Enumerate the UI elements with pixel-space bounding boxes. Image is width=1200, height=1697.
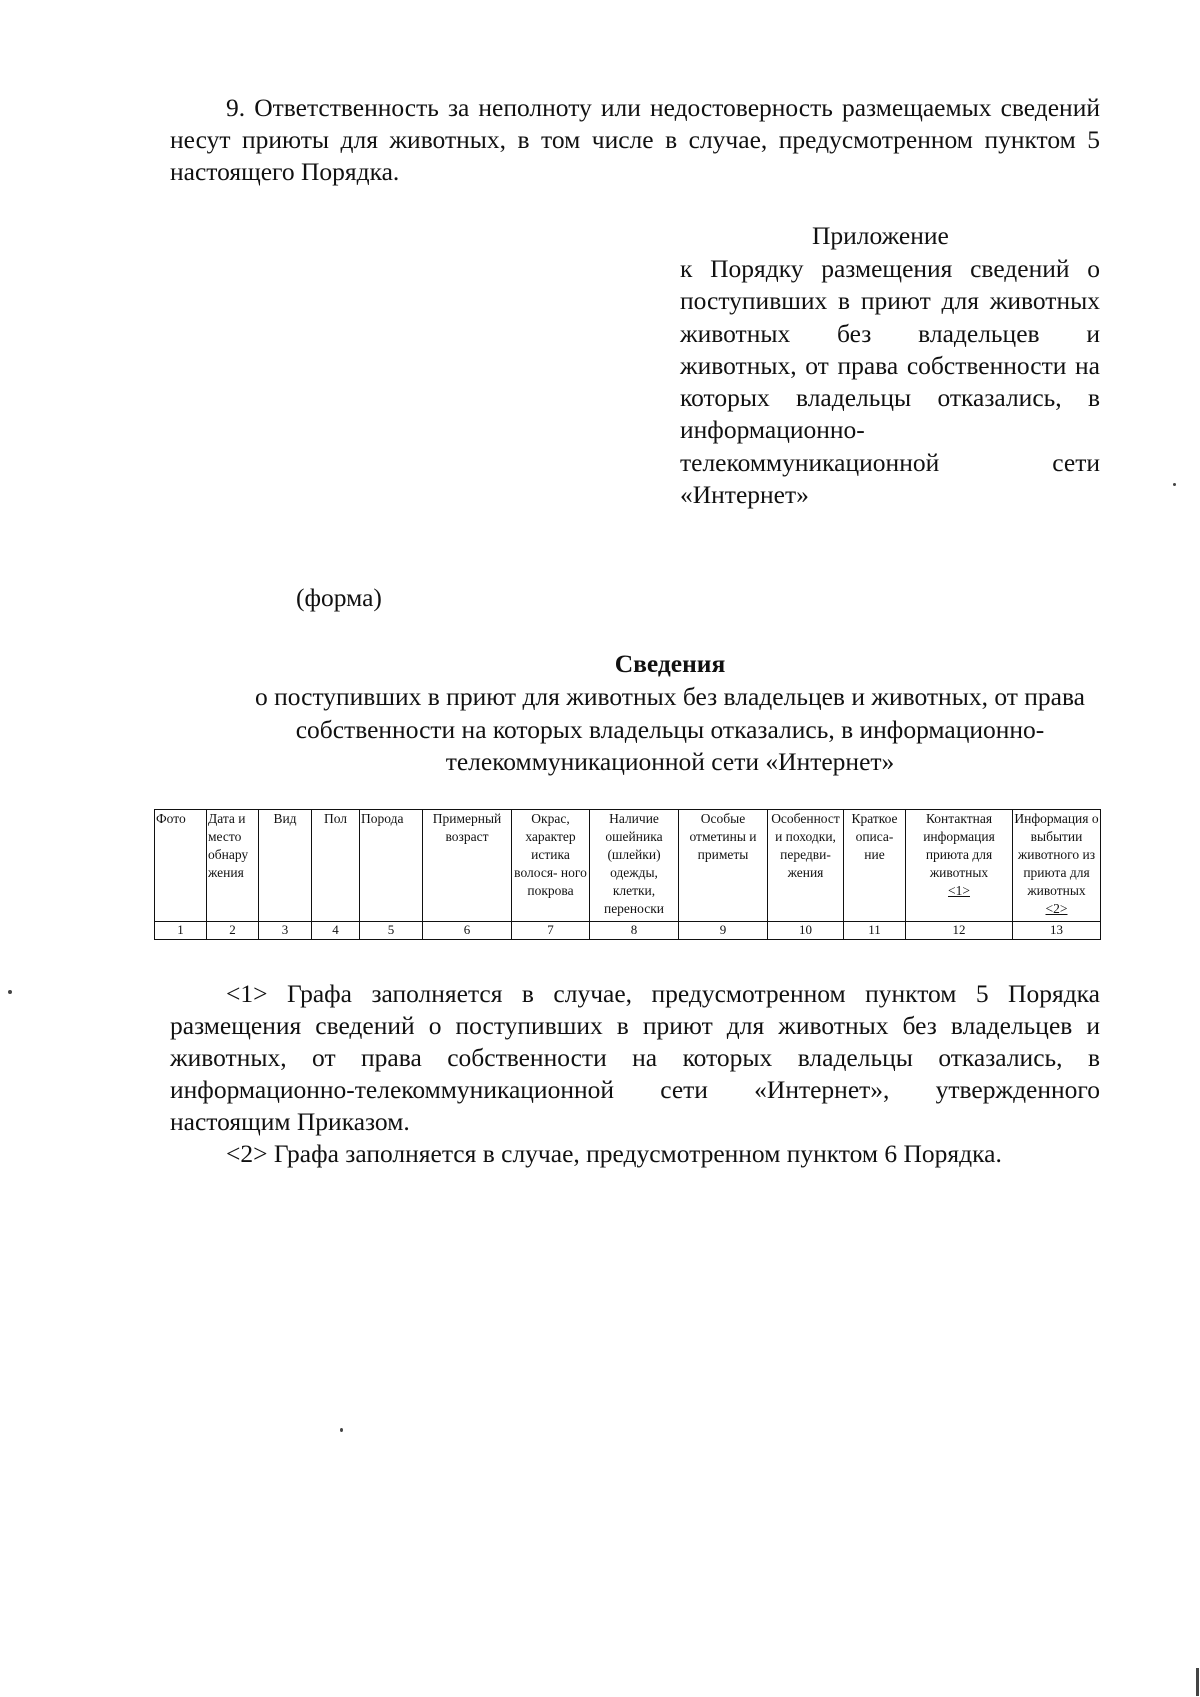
appendix-title: Приложение <box>812 221 949 250</box>
footnote-2-text: <2> Графа заполняется в случае, предусмотренном пунктом 6 Порядка. <box>226 1139 1002 1168</box>
footnote-1 <box>170 978 1100 1138</box>
column-number: 13 <box>1013 922 1101 940</box>
column-number: 1 <box>155 922 207 940</box>
column-header-photo: Фото <box>155 810 207 922</box>
column-header-breed: Порода <box>360 810 423 922</box>
scan-speck <box>1173 483 1176 486</box>
table-row <box>155 922 1101 940</box>
scan-speck <box>8 990 12 994</box>
column-number: 12 <box>906 922 1013 940</box>
column-header-contact: Контактная информация приюта для животных <1> <box>906 810 1013 922</box>
footnote-1-text: <1> Графа заполняется в случае, предусмотренном пунктом 5 Порядка размещения сведений о поступивших в приют для животных без владельцев и животных, от права собственности на которых владельцы отказались, в информационно-телекоммуникационной сети «Интернет», утвержденного настоящим Приказом. <box>170 979 1100 1136</box>
column-header-coat: Окрас, характер истика волося- ного покрова <box>512 810 590 922</box>
document-title: Сведения <box>614 649 726 678</box>
column-number: 6 <box>423 922 512 940</box>
column-number: 5 <box>360 922 423 940</box>
column-header-marks: Особые отметины и приметы <box>679 810 768 922</box>
form-label: (форма) <box>296 583 382 612</box>
column-header-sex: Пол <box>312 810 360 922</box>
column-number: 3 <box>259 922 312 940</box>
column-number: 11 <box>844 922 906 940</box>
column-header-collar: Наличие ошейника (шлейки) одежды, клетки, переноски <box>590 810 679 922</box>
column-header-species: Вид <box>259 810 312 922</box>
column-number: 10 <box>768 922 844 940</box>
column-header-date-place: Дата и место обнару жения <box>207 810 259 922</box>
column-header-description: Краткое описа- ние <box>844 810 906 922</box>
footnote-ref-2: <2> <box>1045 901 1068 916</box>
column-number: 4 <box>312 922 360 940</box>
paragraph-9-text: 9. Ответственность за неполноту или недостоверность размещаемых сведений несут приюты для животных, в том числе в случае, предусмотренном пунктом 5 настоящего Порядка. <box>170 93 1100 186</box>
form-table <box>154 809 1101 940</box>
document-subtitle: о поступивших в приют для животных без владельцев и животных, от права собственности на которых владельцы отказались, в информационно-телекоммуникационной сети «Интернет» <box>254 682 1085 776</box>
scan-speck <box>340 1428 343 1432</box>
column-number: 7 <box>512 922 590 940</box>
footnote-ref-1: <1> <box>948 883 970 898</box>
column-header-departure: Информация о выбытии животного из приюта для животных <2> <box>1013 810 1101 922</box>
column-number: 8 <box>590 922 679 940</box>
table-header-row <box>155 810 1101 922</box>
scan-edge-mark <box>1196 1668 1199 1696</box>
column-number: 2 <box>207 922 259 940</box>
footnote-2 <box>170 1138 1100 1170</box>
paragraph-9 <box>170 92 1100 188</box>
appendix-text: к Порядку размещения сведений о поступивших в приют для животных животных без владельцев и животных, от права собственности на которых владельцы отказались, в информационно-телекоммуникационной сети «Интернет» <box>680 254 1100 510</box>
column-header-gait: Особенност и походки, передви- жения <box>768 810 844 922</box>
column-number: 9 <box>679 922 768 940</box>
column-header-age: Примерный возраст <box>423 810 512 922</box>
